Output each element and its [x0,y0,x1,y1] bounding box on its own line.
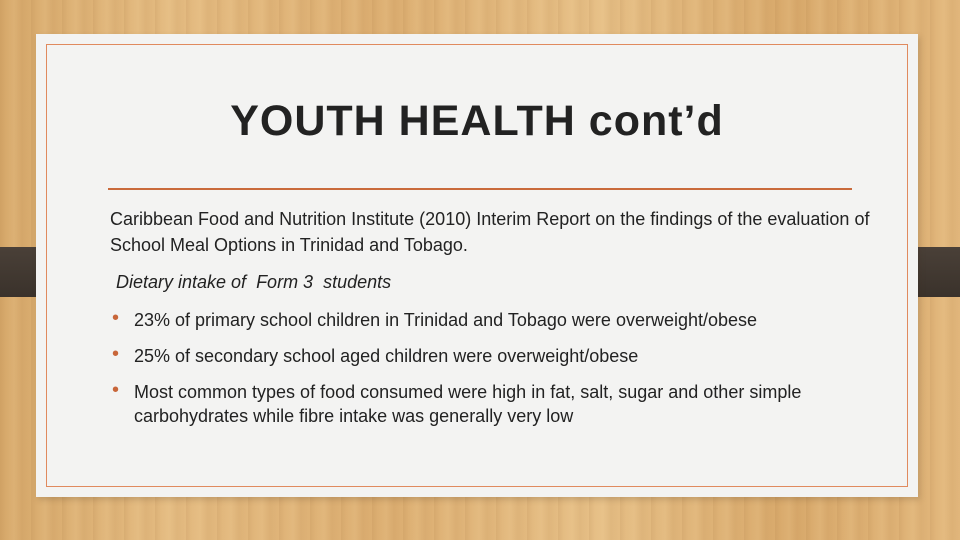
slide-title: YOUTH HEALTH cont’d [230,97,724,145]
bullet-text: Most common types of food consumed were high in fat, salt, sugar and other simple carbohydrates while fibre intake was generally very low [134,382,802,426]
bullet-icon: • [112,343,120,365]
bullet-text: 23% of primary school children in Trinidad and Tobago were overweight/obese [134,310,758,330]
slide-paper [36,34,918,497]
bullet-text: 25% of secondary school aged children were overweight/obese [134,346,639,366]
bullet-icon: • [112,307,120,329]
bullet-list [110,308,870,428]
bullet-item [110,380,870,428]
subheading: Dietary intake of Form 3 students [116,272,392,292]
bullet-icon: • [112,379,120,401]
slide-body [110,206,870,440]
title-divider [108,188,852,190]
source-citation: Caribbean Food and Nutrition Institute (2010) Interim Report on the findings of the evaluation of School Meal Options in Trinidad and Tobago. [110,209,870,255]
bullet-item [110,308,870,332]
bullet-item [110,344,870,368]
